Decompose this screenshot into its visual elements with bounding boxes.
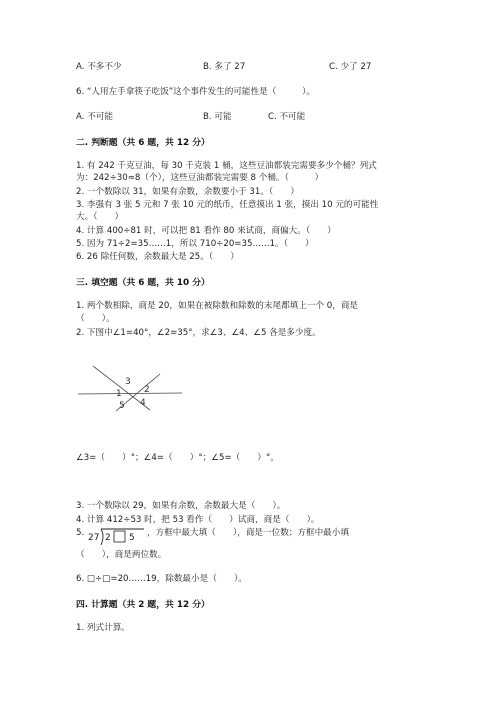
angle-label-5: 5 <box>119 401 125 411</box>
long-division <box>86 527 146 547</box>
dividend-lead: 2 <box>105 533 111 543</box>
horizontal-line <box>78 393 182 394</box>
section3-title: 三. 填空题（共 6 题，共 10 分） <box>76 278 210 288</box>
angle-label-3: 3 <box>125 377 131 387</box>
division-bracket <box>101 529 103 545</box>
fill-q1-line1: 1. 两个数相除，商是 20，如果在被除数和除数的末尾都填上一个 0，商是 <box>76 301 359 311</box>
calc-q1: 1. 列式计算。 <box>76 623 130 633</box>
q6-option-c: C. 不可能 <box>268 112 306 122</box>
judge-line-1: 1. 有 242 千克豆油，每 30 千克装 1 桶，这些豆油都装完需要多少个桶？列式 <box>76 161 377 171</box>
angle-label-1: 1 <box>116 389 122 399</box>
judge-line-8: 6. 26 除任何数，余数最大是 25。（ ） <box>76 252 239 262</box>
judge-line-7: 5. 因为 71÷2=35……1，所以 710÷20=35……1。（ ） <box>76 239 314 249</box>
judge-line-4: 3. 李强有 3 张 5 元和 7 张 10 元的纸币，任意摸出 1 张，摸出 10 元的可能性 <box>76 200 379 210</box>
fill-q2-answer: ∠3=（ ）°；∠4=（ ）°；∠5=（ ）°。 <box>76 453 279 463</box>
fill-q5-line2: （ ），商是两位数。 <box>76 550 167 560</box>
fill-q4: 4. 计算 412÷53 时，把 53 看作（ ）试商，商是（ ）。 <box>76 515 320 525</box>
judge-line-3: 2. 一个数除以 31，如果有余数，余数要小于 31。（ ） <box>76 187 300 197</box>
section2-title: 二. 判断题（共 6 题，共 12 分） <box>76 138 210 148</box>
judge-line-5: 大。（ ） <box>76 212 124 222</box>
fill-q5-number: 5. <box>76 528 85 538</box>
q6-option-a: A. 不可能 <box>76 112 113 122</box>
q6-question: 6. “人用左手拿筷子吃饭”这个事件发生的可能性是（ ）。 <box>76 87 315 97</box>
q5-option-a: A. 不多不少 <box>76 62 122 72</box>
angle-label-2: 2 <box>144 385 150 395</box>
dividend-tail: 5 <box>129 533 135 543</box>
blank-box <box>114 531 125 542</box>
angle-label-4: 4 <box>140 398 146 408</box>
fill-q5-text1: ，方框中最大填（ ），商是一位数；方框中最小填 <box>147 528 349 538</box>
q5-option-c: C. 少了 27 <box>329 62 372 72</box>
fill-q2: 2. 下图中∠1=40°，∠2=35°，求∠3、∠4、∠5 各是多少度。 <box>76 328 321 338</box>
section4-title: 四. 计算题（共 2 题，共 12 分） <box>76 600 210 610</box>
judge-line-2: 为：242÷30≈8（个），这些豆油都装完需要 8 个桶。（ ） <box>76 173 324 183</box>
fill-q6: 6. □÷□=20……19，除数最小是（ ）。 <box>76 574 247 584</box>
judge-line-6: 4. 计算 400÷81 时，可以把 81 看作 80 来试商，商偏大。（ ） <box>76 226 336 236</box>
fill-q1-line2: （ ）。 <box>76 314 115 324</box>
angle-diagram <box>78 366 183 416</box>
q6-option-b: B. 可能 <box>203 112 232 122</box>
fill-q3: 3. 一个数除以 29，如果有余数，余数最大是（ ）。 <box>76 501 286 511</box>
q5-option-b: B. 多了 27 <box>203 62 246 72</box>
divisor: 27 <box>88 533 100 543</box>
